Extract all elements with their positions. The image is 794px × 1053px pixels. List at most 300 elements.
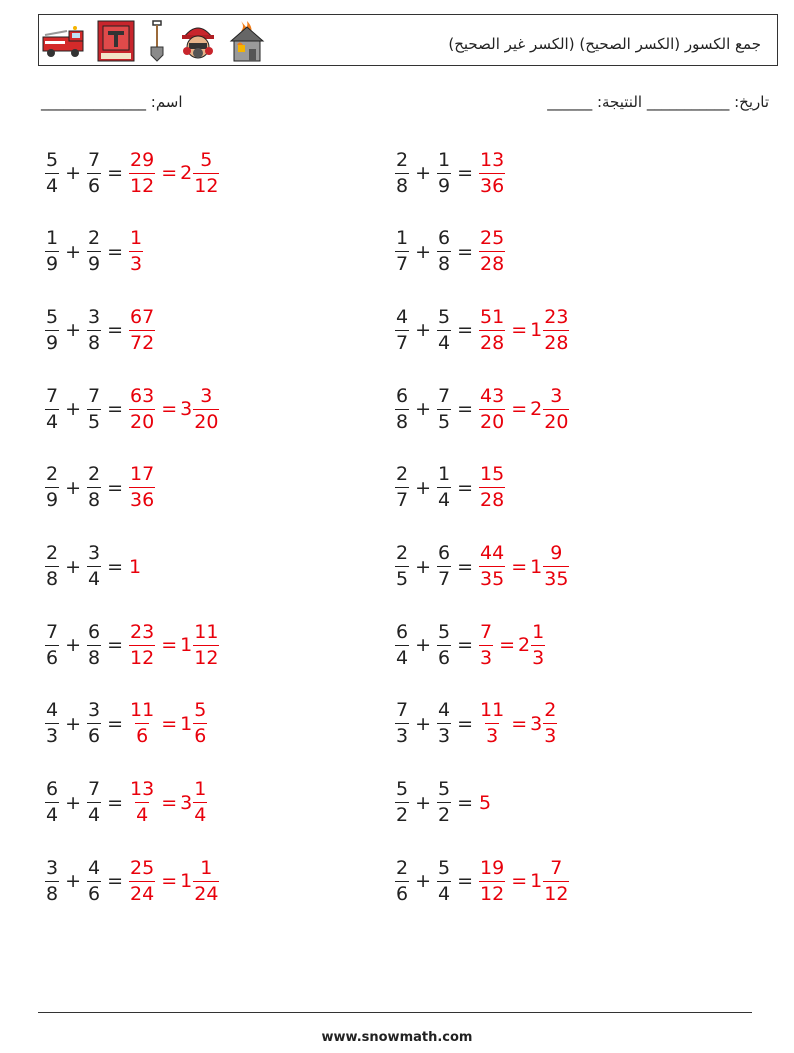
denominator: 4 xyxy=(88,568,101,590)
answer-fraction xyxy=(193,780,207,825)
numerator: 3 xyxy=(46,856,59,879)
answer xyxy=(479,620,545,669)
denominator: 28 xyxy=(480,489,505,512)
numerator: 4 xyxy=(46,699,59,722)
operand-fraction xyxy=(437,305,451,354)
equals-sign: = xyxy=(107,240,124,263)
denominator: 4 xyxy=(438,331,451,354)
plus-sign: + xyxy=(415,555,432,578)
operand-fraction xyxy=(45,229,59,274)
operand-fraction xyxy=(395,384,409,433)
denominator: 6 xyxy=(136,725,149,748)
problem-item xyxy=(395,222,505,282)
burning-house-icon xyxy=(227,19,267,63)
numerator: 7 xyxy=(480,620,493,643)
answer xyxy=(129,780,207,825)
plus-sign: + xyxy=(65,319,82,342)
answer-fraction xyxy=(479,305,505,354)
answer xyxy=(479,792,491,814)
header-box xyxy=(38,14,778,66)
mixed-whole: 2 xyxy=(518,634,531,657)
operand-fraction xyxy=(87,465,101,510)
name-field-label: ______________ :اسم xyxy=(41,93,183,111)
numerator: 7 xyxy=(46,620,59,643)
denominator: 6 xyxy=(88,174,101,197)
answer-fraction xyxy=(479,465,505,510)
denominator: 5 xyxy=(88,410,101,433)
denominator: 6 xyxy=(46,646,59,669)
numerator: 5 xyxy=(46,305,59,328)
mixed-whole: 2 xyxy=(530,398,543,421)
denominator: 8 xyxy=(88,489,101,512)
equals-sign: = xyxy=(161,712,178,735)
denominator: 35 xyxy=(480,568,505,590)
equals-sign: = xyxy=(511,870,528,893)
numerator: 67 xyxy=(130,305,155,328)
operand-fraction xyxy=(45,305,59,354)
problem-item xyxy=(45,615,219,675)
denominator: 72 xyxy=(130,331,155,354)
numerator: 2 xyxy=(396,542,409,564)
denominator: 8 xyxy=(46,882,59,905)
problem-item xyxy=(45,773,207,833)
equals-sign: = xyxy=(457,634,474,657)
denominator: 20 xyxy=(130,410,155,433)
answer xyxy=(129,384,219,433)
denominator: 8 xyxy=(396,174,409,197)
answer-fraction xyxy=(129,620,155,669)
operand-fraction xyxy=(395,305,409,354)
equals-sign: = xyxy=(511,555,528,578)
operand-fraction xyxy=(395,148,409,197)
numerator: 6 xyxy=(46,778,59,801)
operand-fraction xyxy=(395,620,409,669)
answer xyxy=(479,384,569,433)
operand-fraction xyxy=(437,229,451,274)
denominator: 12 xyxy=(130,646,155,669)
numerator: 2 xyxy=(396,856,409,879)
operand-fraction xyxy=(437,465,451,510)
problem-item xyxy=(45,379,219,439)
denominator: 28 xyxy=(480,331,505,354)
denominator: 6 xyxy=(438,646,451,669)
denominator: 3 xyxy=(480,646,493,669)
numerator: 19 xyxy=(480,856,505,879)
numerator: 2 xyxy=(88,227,101,250)
numerator: 1 xyxy=(194,778,207,801)
answer-fraction xyxy=(531,620,545,669)
equals-sign: = xyxy=(457,162,474,184)
plus-sign: + xyxy=(65,398,82,421)
problem-item xyxy=(395,537,569,597)
problem-item xyxy=(45,222,143,282)
answer xyxy=(129,856,219,905)
equals-sign: = xyxy=(161,398,178,421)
operand-fraction xyxy=(395,856,409,905)
equals-sign: = xyxy=(161,870,178,893)
answer xyxy=(479,229,505,274)
operand-fraction xyxy=(437,384,451,433)
answer xyxy=(479,701,557,746)
equals-sign: = xyxy=(511,319,528,342)
answer-fraction xyxy=(479,384,505,433)
denominator: 4 xyxy=(194,804,207,827)
equals-sign: = xyxy=(511,712,528,735)
equals-sign: = xyxy=(107,162,124,184)
equals-sign: = xyxy=(161,791,178,814)
numerator: 2 xyxy=(46,542,59,564)
answer-fraction xyxy=(129,780,155,825)
numerator: 4 xyxy=(396,305,409,328)
answer xyxy=(129,305,155,354)
denominator: 2 xyxy=(396,804,409,827)
numerator: 7 xyxy=(46,384,59,407)
operand-fraction xyxy=(45,701,59,746)
answer-fraction xyxy=(479,856,505,905)
numerator: 7 xyxy=(438,384,451,407)
operand-fraction xyxy=(45,465,59,510)
denominator: 8 xyxy=(88,646,101,669)
shovel-icon xyxy=(145,19,169,63)
equals-sign: = xyxy=(107,712,124,735)
answer-fraction xyxy=(193,701,207,746)
answer-fraction xyxy=(479,544,505,589)
numerator: 2 xyxy=(396,463,409,486)
operand-fraction xyxy=(395,229,409,274)
page-title: (جمع الكسور (الكسر الصحيح) (الكسر غير الصحيح xyxy=(448,35,761,53)
answer xyxy=(479,544,569,589)
denominator: 12 xyxy=(544,882,569,905)
plus-sign: + xyxy=(65,870,82,893)
denominator: 4 xyxy=(46,410,59,433)
operand-fraction xyxy=(87,856,101,905)
operand-fraction xyxy=(87,384,101,433)
answer-fraction xyxy=(543,701,557,746)
operand-fraction xyxy=(395,780,409,825)
equals-sign: = xyxy=(107,791,124,814)
answer-fraction xyxy=(543,305,569,354)
answer-fraction xyxy=(193,148,219,197)
numerator: 7 xyxy=(396,699,409,722)
answer-fraction xyxy=(193,856,219,905)
numerator: 3 xyxy=(88,542,101,564)
numerator: 1 xyxy=(200,856,213,879)
answer xyxy=(479,856,569,905)
operand-fraction xyxy=(437,856,451,905)
plus-sign: + xyxy=(65,555,82,578)
plus-sign: + xyxy=(415,634,432,657)
numerator: 5 xyxy=(438,620,451,643)
operand-fraction xyxy=(395,465,409,510)
answer-fraction xyxy=(543,384,569,433)
problem-item xyxy=(45,851,219,911)
problem-item xyxy=(45,458,155,518)
denominator: 4 xyxy=(438,489,451,512)
numerator: 1 xyxy=(532,620,545,643)
denominator: 20 xyxy=(194,410,219,433)
denominator: 5 xyxy=(396,568,409,590)
denominator: 3 xyxy=(46,725,59,748)
answer-whole: 5 xyxy=(479,791,492,814)
denominator: 12 xyxy=(130,174,155,197)
equals-sign: = xyxy=(457,319,474,342)
answer xyxy=(479,305,569,354)
denominator: 2 xyxy=(438,804,451,827)
answer-fraction xyxy=(129,701,155,746)
footer-divider xyxy=(38,1012,752,1013)
numerator: 5 xyxy=(46,148,59,171)
operand-fraction xyxy=(437,780,451,825)
equals-sign: = xyxy=(107,555,124,578)
numerator: 6 xyxy=(396,384,409,407)
denominator: 8 xyxy=(438,253,451,276)
operand-fraction xyxy=(45,384,59,433)
denominator: 7 xyxy=(438,568,451,590)
numerator: 3 xyxy=(88,699,101,722)
numerator: 23 xyxy=(130,620,155,643)
numerator: 13 xyxy=(480,148,505,171)
problem-item xyxy=(395,458,505,518)
equals-sign: = xyxy=(107,319,124,342)
answer-fraction xyxy=(543,544,569,589)
numerator: 44 xyxy=(480,542,505,564)
equals-sign: = xyxy=(457,240,474,263)
denominator: 4 xyxy=(438,882,451,905)
equals-sign: = xyxy=(107,476,124,499)
denominator: 24 xyxy=(130,882,155,905)
header-icons xyxy=(41,19,267,63)
operand-fraction xyxy=(45,148,59,197)
operand-fraction xyxy=(45,780,59,825)
denominator: 9 xyxy=(46,331,59,354)
plus-sign: + xyxy=(415,870,432,893)
denominator: 12 xyxy=(194,646,219,669)
plus-sign: + xyxy=(415,476,432,499)
numerator: 13 xyxy=(130,778,155,801)
numerator: 11 xyxy=(194,620,219,643)
denominator: 3 xyxy=(438,725,451,748)
denominator: 9 xyxy=(46,253,59,276)
numerator: 2 xyxy=(46,463,59,486)
equals-sign: = xyxy=(457,476,474,499)
problem-item xyxy=(395,851,569,911)
denominator: 36 xyxy=(130,489,155,512)
numerator: 2 xyxy=(396,148,409,171)
numerator: 3 xyxy=(200,384,213,407)
denominator: 9 xyxy=(88,253,101,276)
answer xyxy=(129,556,141,578)
numerator: 4 xyxy=(88,856,101,879)
firefighter-icon xyxy=(178,19,218,63)
operand-fraction xyxy=(437,701,451,746)
numerator: 15 xyxy=(480,463,505,486)
mixed-whole: 1 xyxy=(530,319,543,342)
numerator: 51 xyxy=(480,305,505,328)
plus-sign: + xyxy=(415,791,432,814)
numerator: 7 xyxy=(88,148,101,171)
equals-sign: = xyxy=(457,555,474,578)
answer xyxy=(479,465,505,510)
plus-sign: + xyxy=(415,162,432,184)
denominator: 4 xyxy=(88,804,101,827)
equals-sign: = xyxy=(511,398,528,421)
mixed-whole: 1 xyxy=(530,870,543,893)
operand-fraction xyxy=(87,544,101,589)
operand-fraction xyxy=(45,620,59,669)
denominator: 3 xyxy=(486,725,499,748)
answer-fraction xyxy=(193,384,219,433)
answer-fraction xyxy=(543,856,569,905)
denominator: 4 xyxy=(396,646,409,669)
problem-item xyxy=(395,694,557,754)
answer-fraction xyxy=(479,620,493,669)
answer xyxy=(129,701,207,746)
equals-sign: = xyxy=(457,791,474,814)
numerator: 7 xyxy=(550,856,563,879)
denominator: 8 xyxy=(88,331,101,354)
answer-fraction xyxy=(479,148,505,197)
mixed-whole: 1 xyxy=(180,634,193,657)
denominator: 6 xyxy=(396,882,409,905)
numerator: 9 xyxy=(550,542,563,564)
denominator: 36 xyxy=(480,174,505,197)
denominator: 24 xyxy=(194,882,219,905)
answer xyxy=(129,465,155,510)
operand-fraction xyxy=(87,305,101,354)
numerator: 2 xyxy=(88,463,101,486)
equals-sign: = xyxy=(457,712,474,735)
denominator: 12 xyxy=(480,882,505,905)
numerator: 5 xyxy=(396,778,409,801)
problem-item xyxy=(395,300,569,360)
denominator: 4 xyxy=(136,804,149,827)
operand-fraction xyxy=(87,229,101,274)
answer-fraction xyxy=(129,856,155,905)
numerator: 63 xyxy=(130,384,155,407)
denominator: 9 xyxy=(438,174,451,197)
denominator: 28 xyxy=(544,331,569,354)
operand-fraction xyxy=(87,780,101,825)
operand-fraction xyxy=(437,620,451,669)
numerator: 4 xyxy=(438,699,451,722)
mixed-whole: 1 xyxy=(180,712,193,735)
answer-fraction xyxy=(129,229,143,274)
denominator: 9 xyxy=(46,489,59,512)
operand-fraction xyxy=(45,856,59,905)
plus-sign: + xyxy=(415,712,432,735)
problem-item xyxy=(395,379,569,439)
answer xyxy=(129,620,219,669)
numerator: 23 xyxy=(544,305,569,328)
numerator: 6 xyxy=(438,542,451,564)
operand-fraction xyxy=(395,701,409,746)
operand-fraction xyxy=(87,620,101,669)
mixed-whole: 1 xyxy=(530,555,543,578)
fire-truck-icon xyxy=(41,21,87,61)
plus-sign: + xyxy=(415,240,432,263)
operand-fraction xyxy=(87,148,101,197)
denominator: 6 xyxy=(88,882,101,905)
operand-fraction xyxy=(45,544,59,589)
numerator: 43 xyxy=(480,384,505,407)
answer-fraction xyxy=(479,229,505,274)
problem-item xyxy=(45,300,155,360)
denominator: 20 xyxy=(544,410,569,433)
answer-fraction xyxy=(129,465,155,510)
numerator: 1 xyxy=(438,463,451,486)
equals-sign: = xyxy=(161,634,178,657)
plus-sign: + xyxy=(415,398,432,421)
mixed-whole: 2 xyxy=(180,162,193,184)
denominator: 12 xyxy=(194,174,219,197)
equals-sign: = xyxy=(499,634,516,657)
denominator: 3 xyxy=(544,725,557,748)
denominator: 35 xyxy=(544,568,569,590)
problem-item xyxy=(45,537,141,597)
answer-fraction xyxy=(129,305,155,354)
numerator: 25 xyxy=(480,227,505,250)
footer-url: www.snowmath.com xyxy=(321,1030,473,1045)
answer-fraction xyxy=(479,701,505,746)
denominator: 6 xyxy=(194,725,207,748)
operand-fraction xyxy=(395,544,409,589)
denominator: 28 xyxy=(480,253,505,276)
plus-sign: + xyxy=(65,162,82,184)
mixed-whole: 3 xyxy=(180,398,193,421)
denominator: 3 xyxy=(396,725,409,748)
denominator: 7 xyxy=(396,253,409,276)
numerator: 5 xyxy=(200,148,213,171)
plus-sign: + xyxy=(65,240,82,263)
equals-sign: = xyxy=(457,870,474,893)
numerator: 5 xyxy=(194,699,207,722)
problem-item xyxy=(395,615,545,675)
problem-item xyxy=(395,143,505,203)
plus-sign: + xyxy=(65,791,82,814)
problem-item xyxy=(395,773,491,833)
numerator: 11 xyxy=(480,699,505,722)
date-score-label: ______ :تاريخ: ___________ النتيجة xyxy=(547,93,769,111)
answer xyxy=(479,148,505,197)
fire-alarm-icon xyxy=(96,19,136,63)
denominator: 20 xyxy=(480,410,505,433)
mixed-whole: 1 xyxy=(180,870,193,893)
numerator: 2 xyxy=(544,699,557,722)
denominator: 3 xyxy=(532,646,545,669)
denominator: 4 xyxy=(46,174,59,197)
problem-item xyxy=(45,143,219,203)
equals-sign: = xyxy=(107,398,124,421)
numerator: 1 xyxy=(46,227,59,250)
denominator: 8 xyxy=(396,410,409,433)
mixed-whole: 3 xyxy=(530,712,543,735)
answer-fraction xyxy=(129,384,155,433)
numerator: 6 xyxy=(438,227,451,250)
operand-fraction xyxy=(437,544,451,589)
denominator: 7 xyxy=(396,331,409,354)
numerator: 1 xyxy=(130,227,143,250)
problem-item xyxy=(45,694,207,754)
numerator: 1 xyxy=(396,227,409,250)
numerator: 17 xyxy=(130,463,155,486)
operand-fraction xyxy=(87,701,101,746)
denominator: 4 xyxy=(46,804,59,827)
plus-sign: + xyxy=(65,712,82,735)
equals-sign: = xyxy=(107,870,124,893)
denominator: 8 xyxy=(46,568,59,590)
numerator: 29 xyxy=(130,148,155,171)
denominator: 6 xyxy=(88,725,101,748)
